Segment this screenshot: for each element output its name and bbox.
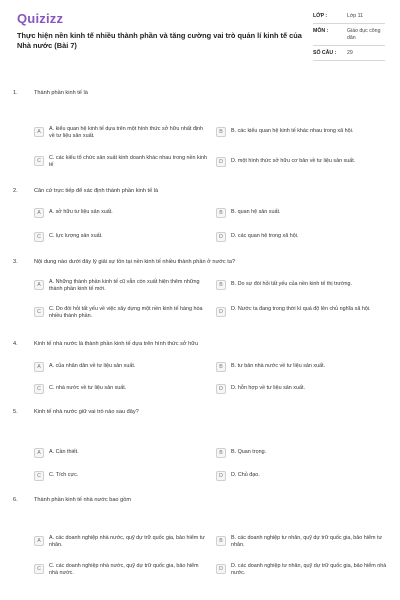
question-number: 6. — [13, 497, 18, 503]
worksheet-title: Thực hiện nền kinh tế nhiều thành phần và tăng cường vai trò quản lí kinh tế của Nhà nước (Bài 7) — [17, 31, 302, 50]
option-text: B. tư bản nhà nước về tư liệu sản xuất. — [231, 363, 326, 369]
option-text: D. các doanh nghiệp tư nhân, quỹ dự trữ quốc gia, bảo hiểm nhà nước. — [231, 563, 387, 576]
question-text: Căn cứ trực tiếp để xác định thành phần kinh tế là — [34, 188, 159, 194]
option-text: B. các kiểu quan hệ kinh tế khác nhau trong xã hội. — [231, 128, 354, 134]
option-letter-badge: C — [34, 471, 44, 481]
option-letter-badge: B — [216, 127, 226, 137]
meta-row-subject — [313, 28, 385, 46]
question-text: Thành phần kinh tế nhà nước bao gồm — [34, 497, 131, 503]
option-letter-badge: A — [34, 536, 44, 546]
option-text: D. Nước ta đang trong thời kì quá độ lên chủ nghĩa xã hội. — [231, 306, 371, 312]
option-text: B. các doanh nghiệp tư nhân, quỹ dự trữ quốc gia, bảo hiểm tư nhân. — [231, 535, 383, 548]
option-text: D. một hình thức sở hữu cơ bản về tư liệu sản xuất. — [231, 158, 356, 164]
option-text: C. các doanh nghiệp nhà nước, quỹ dự trữ quốc gia, bảo hiểm nhà nước. — [49, 563, 199, 576]
option-letter-badge: D — [216, 307, 226, 317]
option-letter-badge: B — [216, 280, 226, 290]
worksheet-meta — [313, 13, 385, 65]
option-text: C. Do đòi hỏi tất yếu về việc xây dựng một nền kinh tế hàng hóa nhiều thành phần. — [49, 306, 203, 319]
meta-value: Giáo dục công dân — [347, 28, 381, 41]
question-number: 1. — [13, 90, 18, 96]
option-letter-badge: D — [216, 564, 226, 574]
option-letter-badge: D — [216, 384, 226, 394]
option-letter-badge: B — [216, 362, 226, 372]
option-letter-badge: C — [34, 232, 44, 242]
meta-value: Lớp 11 — [347, 13, 363, 19]
option-text: B. Quan trọng. — [231, 449, 267, 455]
option-text: A. của nhân dân về tư liệu sản xuất. — [49, 363, 136, 369]
option-letter-badge: B — [216, 536, 226, 546]
meta-row-grade — [313, 13, 385, 24]
option-text: A. Cần thiết. — [49, 449, 79, 455]
option-text: C. các kiểu tổ chức sản xuất kinh doanh khác nhau trong nền kinh tế — [49, 155, 207, 168]
meta-label: MÔN : — [313, 28, 329, 34]
question-number: 3. — [13, 259, 18, 265]
option-letter-badge: A — [34, 127, 44, 137]
option-text: D. Chủ đạo. — [231, 472, 260, 478]
option-letter-badge: A — [34, 280, 44, 290]
option-letter-badge: C — [34, 384, 44, 394]
question-text: Kinh tế nhà nước là thành phần kinh tế dựa trên hình thức sở hữu — [34, 341, 199, 347]
question-number: 4. — [13, 341, 18, 347]
question-text: Kinh tế nhà nước giữ vai trò nào sau đây? — [34, 409, 139, 415]
option-text: B. Do sự đòi hỏi tất yếu của nền kinh tế thị trường. — [231, 281, 353, 287]
option-letter-badge: B — [216, 448, 226, 458]
option-text: D. các quan hệ trong xã hội. — [231, 233, 299, 239]
option-text: A. các doanh nghiệp nhà nước, quỹ dự trữ quốc gia, bảo hiểm tư nhân. — [49, 535, 205, 548]
meta-label: LỚP : — [313, 13, 328, 19]
quizizz-logo: Quizizz — [17, 11, 64, 26]
question-number: 2. — [13, 188, 18, 194]
meta-row-count — [313, 50, 385, 61]
option-text: A. kiểu quan hệ kinh tế dựa trên một hình thức sở hữu nhất định về tư liệu sản xuất. — [49, 126, 204, 139]
option-letter-badge: D — [216, 157, 226, 167]
option-text: C. Tích cực. — [49, 472, 79, 478]
option-letter-badge: A — [34, 362, 44, 372]
option-text: B. quan hệ sản xuất. — [231, 209, 281, 215]
meta-label: SỐ CÂU : — [313, 50, 337, 56]
option-letter-badge: C — [34, 156, 44, 166]
option-letter-badge: C — [34, 564, 44, 574]
question-text: Nội dung nào dưới đây lý giải sự tồn tại nền kinh tế nhiều thành phần ở nước ta? — [34, 259, 236, 265]
option-letter-badge: D — [216, 232, 226, 242]
option-letter-badge: A — [34, 208, 44, 218]
option-letter-badge: A — [34, 448, 44, 458]
option-text: C. nhà nước về tư liệu sản xuất. — [49, 385, 127, 391]
option-letter-badge: B — [216, 208, 226, 218]
option-text: A. Những thành phần kinh tế cũ vẫn còn xuất hiện thêm những thành phần kinh tế mới. — [49, 279, 200, 292]
meta-value: 29 — [347, 50, 353, 56]
option-text: D. hỗn hợp về tư liệu sản xuất. — [231, 385, 305, 391]
option-text: C. lực lượng sản xuất. — [49, 233, 103, 239]
worksheet-header — [0, 0, 400, 75]
option-text: A. sở hữu tư liệu sản xuất. — [49, 209, 113, 215]
option-letter-badge: D — [216, 471, 226, 481]
option-letter-badge: C — [34, 307, 44, 317]
question-text: Thành phần kinh tế là — [34, 90, 88, 96]
question-number: 5. — [13, 409, 18, 415]
